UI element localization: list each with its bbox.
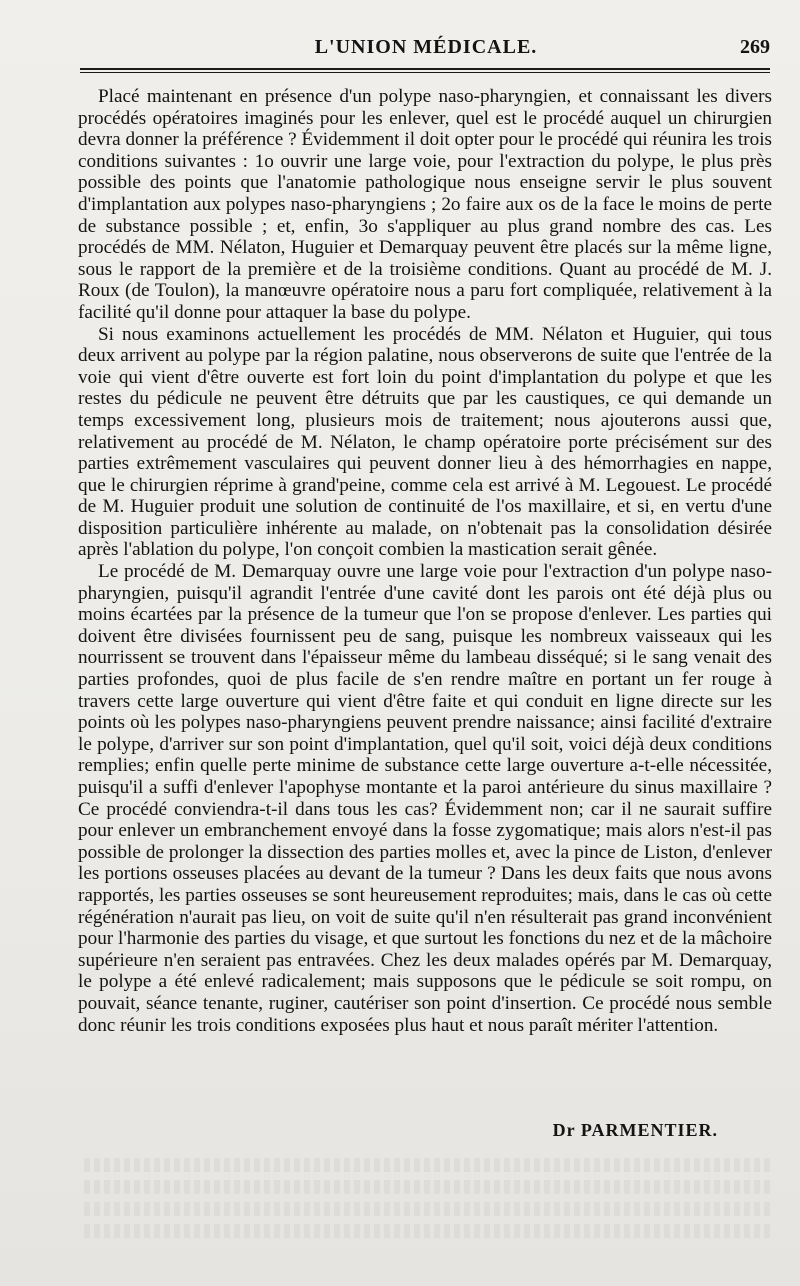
header-rule (80, 68, 770, 70)
article-body (78, 86, 772, 1036)
paragraph: Si nous examinons actuellement les procédés de MM. Nélaton et Huguier, qui tous deux arrivent au polype par la région palatine, nous observerons de suite que l'entrée de la voie qui vient d'être ouverte est fort loin du point d'implantation du polype et que les restes du pédicule ne peuvent être détruits que par les caustiques, ce qui demande un temps excessivement long, plusieurs mois de traitement; nous ajouterons aussi que, relativement au procédé de M. Nélaton, le champ opératoire porte précisément sur des parties extrêmement vasculaires qui peuvent donner lieu à des hémorrhagies en nappe, que le chirurgien réprime à grand'peine, comme cela est arrivé à M. Legouest. Le procédé de M. Huguier produit une solution de continuité de l'os maxillaire, et si, en vertu d'une disposition particulière inhérente au malade, on n'obtenait pas la consolidation désirée après l'ablation du polype, l'on conçoit combien la mastication serait gênée. (78, 323, 772, 561)
running-title: L'UNION MÉDICALE. (314, 36, 538, 58)
paragraph: Placé maintenant en présence d'un polype naso-pharyngien, et connaissant les divers procédés opératoires imaginés pour les enlever, quel est le procédé auquel un chirurgien devra donner la préférence ? Évidemment il doit opter pour le procédé qui réunira les trois conditions suivantes : 1o ouvrir une large voie, pour l'extraction du polype, le plus près possible des points que l'anatomie pathologique nous enseigne servir le plus souvent d'implantation aux polypes naso-pharyngiens ; 2o faire aux os de la face le moins de perte de substance possible ; et, enfin, 3o s'appliquer au plus grand nombre des cas. Les procédés de MM. Nélaton, Huguier et Demarquay peuvent être placés sur la même ligne, sous le rapport de la première et de la troisième conditions. Quant au procédé de M. J. Roux (de Toulon), la manœuvre opératoire nous a paru fort compliquée, relativement à la facilité qu'il donne pour attaquer la base du polype. (78, 86, 772, 323)
paragraph: Le procédé de M. Demarquay ouvre une large voie pour l'extraction d'un polype naso-pharyngien, puisqu'il agrandit l'entrée d'une cavité dont les parois ont été déjà plus ou moins écartées par la présence de la tumeur que l'on se propose d'enlever. Les parties qui doivent être divisées fournissent peu de sang, puisque les nombreux vaisseaux qui les nourrissent se trouvent dans l'épaisseur même du lambeau disséqué; si le sang venait des parties profondes, quoi de plus facile de s'en rendre maître en portant un fer rouge à travers cette large ouverture qui vient d'être faite et qui conduit en ligne directe sur les points où les polypes naso-pharyngiens peuvent prendre naissance; ainsi facilité d'extraire le polype, d'arriver sur son point d'implantation, quel qu'il soit, voici déjà deux conditions remplies; enfin quelle perte minime de substance cette large ouverture a-t-elle nécessitée, puisqu'il a suffi d'enlever l'apophyse montante et la paroi antérieure du sinus maxillaire ? Ce procédé conviendra-t-il dans tous les cas? Évidemment non; car il ne saurait suffire pour enlever un embranchement envoyé dans la fosse zygomatique; mais alors n'est-il pas possible de prolonger la dissection des parties molles et, avec la pince de Liston, d'enlever les portions osseuses placées au devant de la tumeur ? Dans les deux faits que nous avons rapportés, les parties osseuses se sont heureusement reproduites; mais, dans le cas où cette régénération n'aurait pas lieu, on voit de suite qu'il n'en résulterait pas grand inconvénient pour l'harmonie des parties du visage, et que surtout les fonctions du nez et de la mâchoire supérieure n'en seraient pas entravées. Chez les deux malades opérés par M. Demarquay, le polype a été enlevé radicalement; mais supposons que le pédicule se soit rompu, on pouvait, séance tenante, ruginer, cautériser son point d'insertion. Ce procédé nous semble donc réunir les trois conditions exposées plus haut et nous paraît mériter l'attention. (78, 561, 772, 1036)
page-number: 269 (740, 36, 770, 58)
header-rule-thin (80, 72, 770, 73)
show-through-text (80, 1150, 770, 1260)
page-header (76, 32, 776, 64)
author-signature: Dr PARMENTIER. (552, 1120, 718, 1140)
